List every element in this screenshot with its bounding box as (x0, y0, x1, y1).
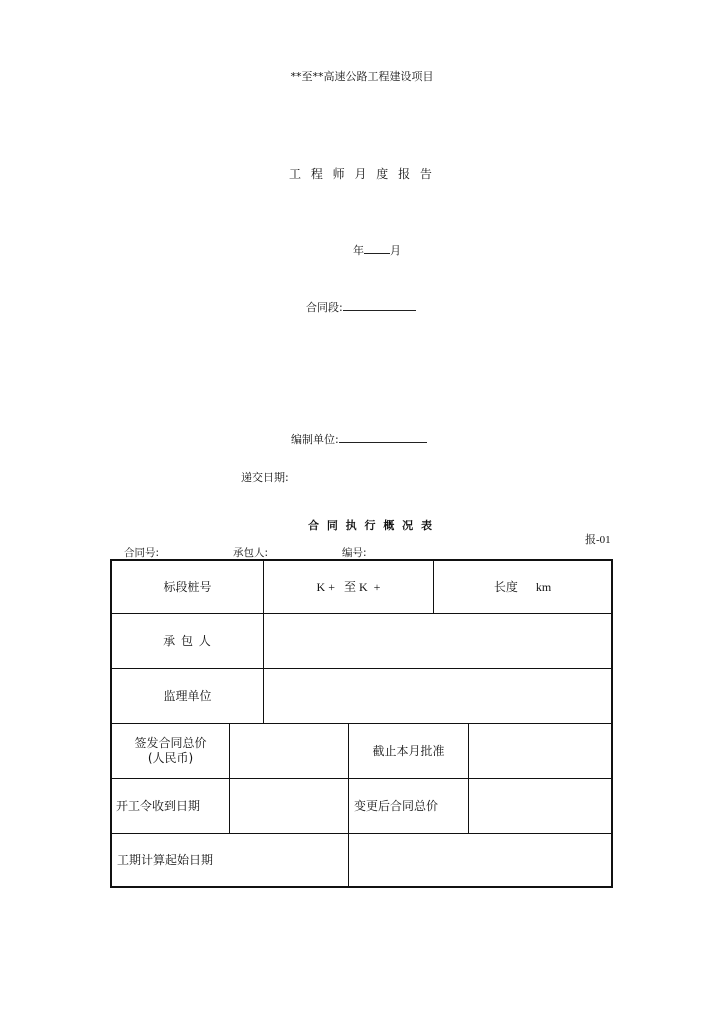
issued-contract-price-label (112, 724, 229, 778)
station-to: 至 (343, 579, 356, 594)
station-k-end: K (359, 579, 368, 594)
start-order-date-label: 开工令收到日期 (116, 798, 201, 813)
section-station-label: 标段桩号 (163, 579, 212, 594)
issued-contract-price-line2: (人民币) (147, 751, 194, 765)
contract-overview-table (110, 559, 613, 888)
contractor-value[interactable] (264, 614, 611, 668)
compiler-blank (339, 432, 427, 443)
supervisor-value[interactable] (264, 669, 611, 723)
form-code: 报-01 (585, 534, 611, 546)
station-plus-end: + (373, 579, 381, 594)
issued-contract-price-value[interactable] (230, 724, 348, 778)
length-unit: km (535, 579, 552, 594)
station-plus-start: + (328, 579, 335, 594)
report-title: 工 程 师 月 度 报 告 (289, 167, 435, 181)
serial-label: 编号: (342, 547, 367, 559)
start-order-date-value[interactable] (230, 779, 348, 833)
issued-contract-price-line1: 签发合同总价 (134, 736, 207, 750)
contractor-label: 承 包 人 (163, 633, 212, 648)
contract-section-label: 合同段: (306, 301, 343, 314)
compiler-label: 编制单位: (291, 433, 339, 446)
contract-section-blank (343, 300, 416, 311)
contract-section-line (306, 299, 416, 315)
station-range (264, 561, 433, 613)
project-title: **至**高速公路工程建设项目 (290, 70, 434, 83)
approved-to-date-value[interactable] (469, 724, 611, 778)
date-line (353, 242, 401, 258)
month-label: 月 (390, 244, 401, 257)
length-label: 长度 (493, 579, 518, 594)
approved-to-date-label: 截止本月批准 (372, 743, 445, 758)
contract-no-label: 合同号: (124, 547, 160, 559)
month-blank (364, 243, 390, 254)
compiler-line (291, 431, 427, 447)
submit-date-label: 递交日期: (241, 471, 289, 484)
revised-contract-price-label: 变更后合同总价 (354, 798, 439, 813)
supervisor-label: 监理单位 (163, 688, 212, 703)
period-start-date-label: 工期计算起始日期 (117, 852, 214, 867)
year-label: 年 (353, 244, 364, 257)
contractor-header-label: 承包人: (233, 547, 269, 559)
form-title: 合 同 执 行 概 况 表 (308, 519, 434, 532)
period-start-date-value[interactable] (349, 834, 611, 886)
length-cell (434, 561, 611, 613)
station-k-start: K (316, 579, 326, 594)
revised-contract-price-value[interactable] (469, 779, 611, 833)
